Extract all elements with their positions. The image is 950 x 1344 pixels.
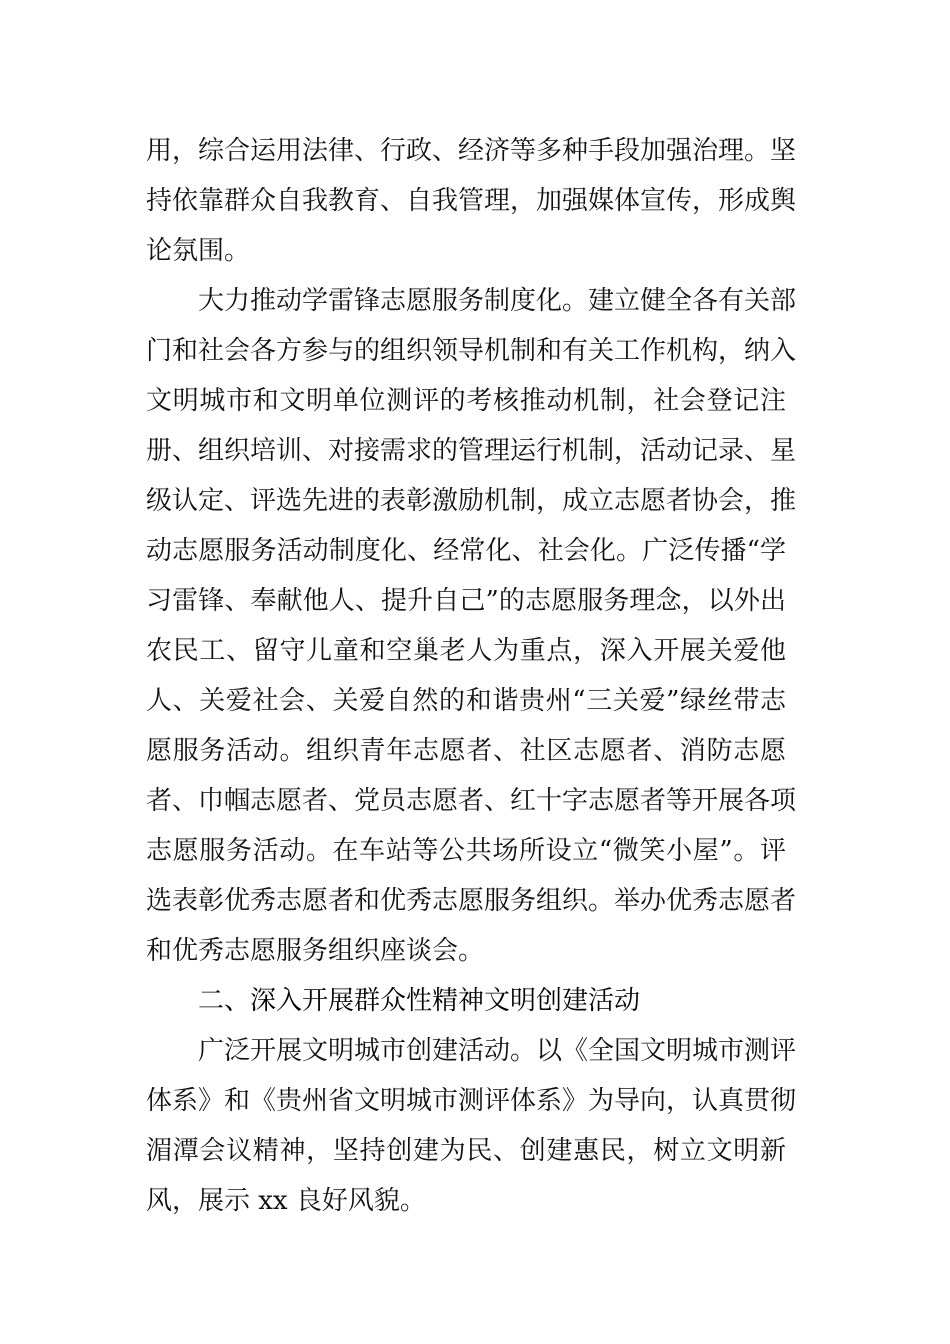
paragraph-line: 习雷锋、奉献他人、提升自己”的志愿服务理念，以外出 — [146, 586, 786, 616]
paragraph-line: 志愿服务活动。在车站等公共场所设立“微笑小屋”。评 — [146, 836, 786, 866]
paragraph-line: 级认定、评选先进的表彰激励机制，成立志愿者协会，推 — [146, 486, 797, 516]
paragraph-line: 湄潭会议精神，坚持创建为民、创建惠民，树立文明新 — [146, 1136, 786, 1166]
paragraph-line: 农民工、留守儿童和空巢老人为重点，深入开展关爱他 — [146, 636, 786, 666]
paragraph-line: 人、关爱社会、关爱自然的和谐贵州“三关爱”绿丝带志 — [146, 686, 786, 716]
paragraph-line: 门和社会各方参与的组织领导机制和有关工作机构，纳入 — [146, 336, 797, 366]
paragraph-line: 广泛开展文明城市创建活动。以《全国文明城市测评 — [198, 1036, 797, 1066]
paragraph-line: 选表彰优秀志愿者和优秀志愿服务组织。举办优秀志愿者 — [146, 886, 797, 916]
section-heading: 二、深入开展群众性精神文明创建活动 — [198, 986, 641, 1016]
paragraph-line: 者、巾帼志愿者、党员志愿者、红十字志愿者等开展各项 — [146, 786, 797, 816]
paragraph-line: 体系》和《贵州省文明城市测评体系》为导向，认真贯彻 — [146, 1086, 797, 1116]
paragraph-line: 持依靠群众自我教育、自我管理，加强媒体宣传，形成舆 — [146, 186, 797, 216]
paragraph-line: 大力推动学雷锋志愿服务制度化。建立健全各有关部 — [198, 286, 797, 316]
paragraph-line: 册、组织培训、对接需求的管理运行机制，活动记录、星 — [146, 436, 797, 466]
paragraph-line: 论氛围。 — [146, 236, 251, 266]
paragraph-line: 和优秀志愿服务组织座谈会。 — [146, 936, 485, 966]
paragraph-line: 文明城市和文明单位测评的考核推动机制，社会登记注 — [146, 386, 786, 416]
paragraph-line: 动志愿服务活动制度化、经常化、社会化。广泛传播“学 — [146, 536, 786, 566]
paragraph-line: 风，展示 xx 良好风貌。 — [146, 1186, 426, 1216]
paragraph-line: 用，综合运用法律、行政、经济等多种手段加强治理。坚 — [146, 136, 797, 166]
paragraph-line: 愿服务活动。组织青年志愿者、社区志愿者、消防志愿 — [146, 736, 786, 766]
